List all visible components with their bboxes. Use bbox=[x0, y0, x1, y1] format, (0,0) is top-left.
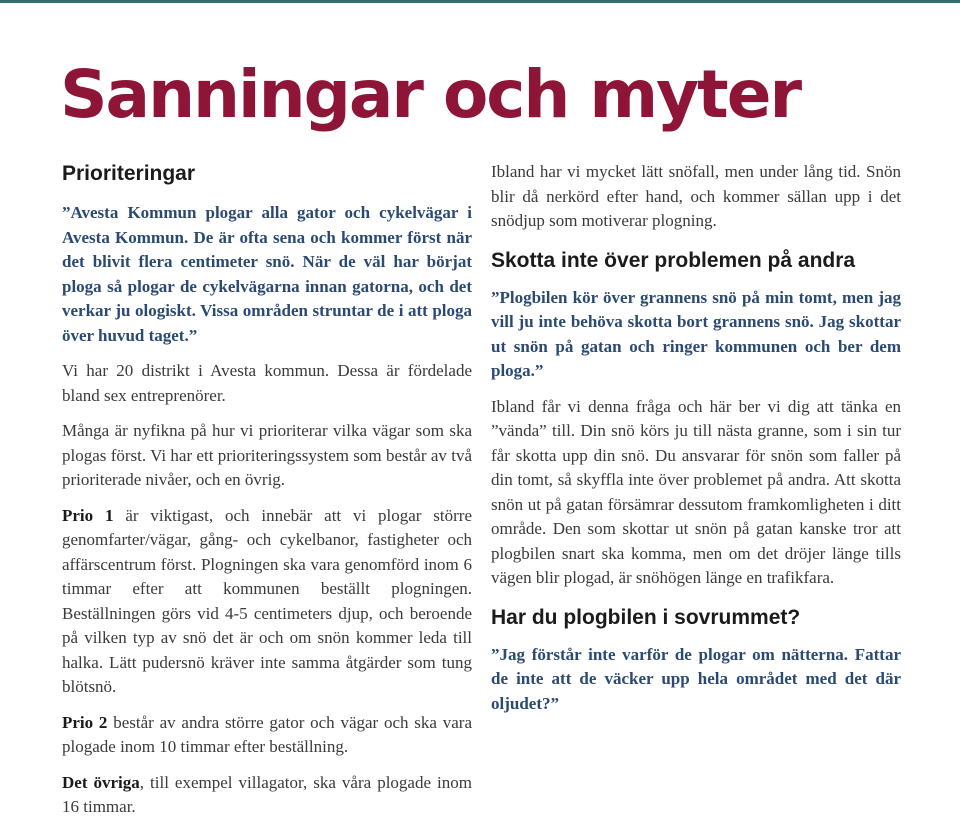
paragraph-ovriga bbox=[62, 771, 472, 820]
paragraph-intro: Ibland har vi mycket lätt snöfall, men under lång tid. Snön blir då nerkörd efter hand, och kommer sällan upp i det snödjup som motiverar plogning. bbox=[491, 162, 901, 230]
prio1-label: Prio 1 bbox=[62, 505, 114, 525]
section-heading-prioriteringar: Prioriteringar bbox=[62, 162, 196, 185]
section-heading-skotta: Skotta inte över problemen på andra bbox=[491, 248, 856, 272]
ovriga-label: Det övriga bbox=[62, 772, 140, 792]
paragraph-prioritering: Många är nyfikna på hur vi prioriterar vilka vägar som ska plogas först. Vi har ett prioriteringssystem som består av två prioriterade nivåer, och en övrig. bbox=[62, 421, 472, 489]
paragraph-prio1 bbox=[62, 504, 472, 700]
section-heading-sovrummet: Har du plogbilen i sovrummet? bbox=[491, 605, 801, 629]
prio1-text: är viktigast, och innebär att vi plogar större genomfarter/vägar, gång- och cykelbanor, fastigheter och affärscentrum först. Plogningen ska vara genomförd inom 6 timmar efter att kommunen beställt plogningen. Beställningen görs vid 4-5 centimeters djup, och beroende på vilken typ av snö det är och om snön kommer leda till halka. Lätt pudersnö kräver inte samma åtgärder som tung blötsnö. bbox=[62, 505, 472, 696]
paragraph-skotta: Ibland får vi denna fråga och här ber vi dig att tänka en ”vända” till. Din snö körs ju till nästa granne, som i sin tur får skotta upp din snö. Du ansvarar för snön som faller på din tomt, så skyffla inte över problemet på andra. Att skotta snön ut på gatan försämrar dessutom framkomligheten i ditt område. Den som skottar ut snön på gatan kanske tror att plogbilen snart ska komma, men om det dröjer länge tills vägen blir plogad, är snöhögen länge en trafikfara. bbox=[491, 396, 901, 587]
paragraph-prio2 bbox=[62, 711, 472, 760]
right-column bbox=[491, 160, 901, 716]
page-title: Sanningar och myter bbox=[60, 56, 801, 133]
top-rule bbox=[0, 0, 960, 3]
left-column bbox=[62, 160, 472, 820]
ovriga-text: , till exempel villagator, ska våra plogade inom 16 timmar. bbox=[62, 772, 472, 816]
prio2-label: Prio 2 bbox=[62, 712, 108, 732]
prio2-text: består av andra större gator och vägar och ska vara plogade inom 10 timmar efter beställning. bbox=[62, 712, 473, 756]
reader-quote-sovrummet: ”Jag förstår inte varför de plogar om nätterna. Fattar de inte att de väcker upp hela området med det där oljudet?” bbox=[491, 644, 901, 713]
reader-quote: ”Avesta Kommun plogar alla gator och cykelvägar i Avesta Kommun. De är ofta sena och kommer först när det blivit flera centimeter snö. När de väl har börjat ploga så plogar de cykelvägarna innan gatorna, och det verkar ju ologiskt. Vissa områden struntar de i att ploga över huvud taget.” bbox=[62, 203, 472, 345]
paragraph-distrikt: Vi har 20 distrikt i Avesta kommun. Dessa är fördelade bland sex entreprenörer. bbox=[62, 361, 472, 405]
reader-quote-skotta: ”Plogbilen kör över grannens snö på min tomt, men jag vill ju inte behöva skotta bort grannens snö. Jag skottar ut snön på gatan och ringer kommunen och ber dem ploga.” bbox=[491, 287, 901, 380]
